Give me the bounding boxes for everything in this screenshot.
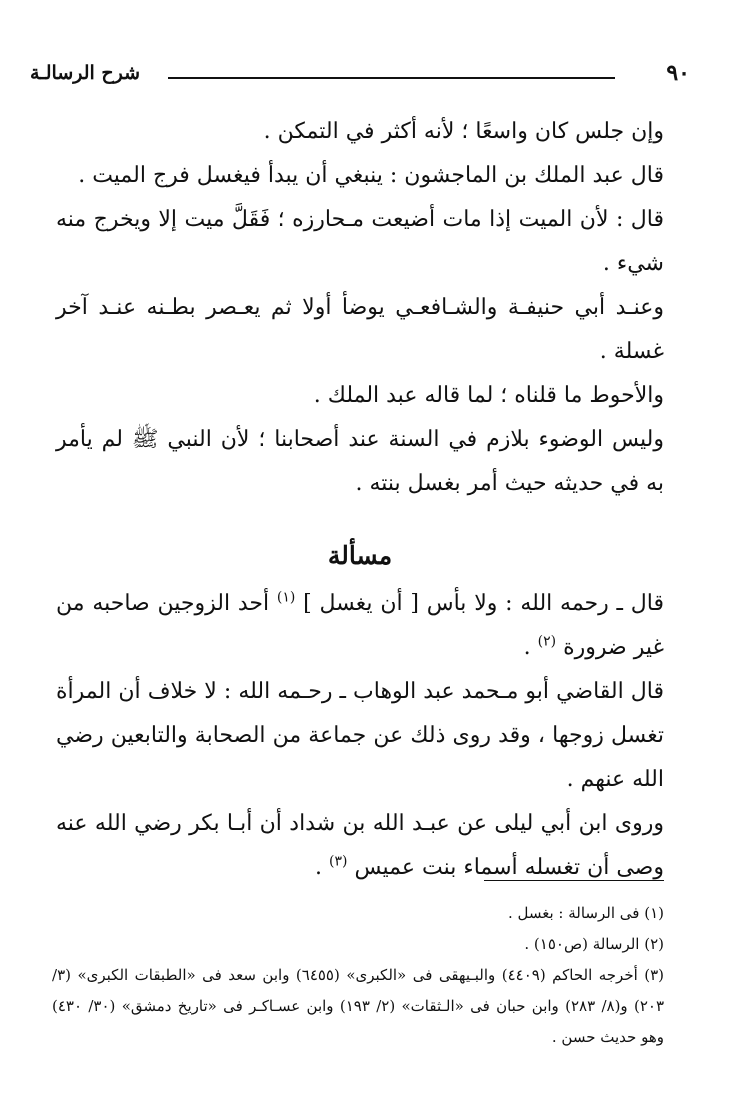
paragraph: وإن جلس كان واسعًا ؛ لأنه أكثر في التمكن . [263,119,664,144]
footnote: (١) فى الرسالة : بغسل . [507,904,664,922]
running-title: شرح الرسالـة [30,62,141,84]
paragraph [56,802,664,890]
paragraph-text: . [523,635,538,660]
paragraph-text: أحد الزوجين صاحبه من غير ضرورة [56,591,664,660]
paragraph: قال : لأن الميت إذا مات أضيعت مـحارزه ؛ فَقَلَّ ميت إلا ويخرج منه شيء . [56,207,664,276]
footnote: (٢) الرسالة (ص١٥٠) . [524,935,664,953]
page-number: ٩٠ [666,60,690,86]
paragraph-text: . [315,855,329,880]
body-text [56,110,664,890]
paragraph: وعنـد أبي حنيفـة والشـافعـي يوضأ أولا ثم يعـصر بطـنه عنـد آخر غسلة . [56,295,664,364]
paragraph: قال القاضي أبو مـحمد عبد الوهاب ـ رحـمه الله : لا خلاف أن المرأة تغسل زوجها ، وقد روى ذلك عن جماعة من الصحابة والتابعين رضي الله عنهم . [56,679,664,792]
footnote-ref: (١) [276,589,296,606]
footnote-ref: (٢) [537,633,557,650]
paragraph: قال عبد الملك بن الماجشون : ينبغي أن يبدأ فيغسل فرج الميت . [78,163,664,188]
header-rule [168,77,615,79]
footnote-rule [484,880,664,881]
section-heading: مسألة [327,541,393,570]
paragraph-text: قال ـ رحمه الله : ولا بأس [ أن يغسل ] [295,591,664,616]
footnote: (٣) أخرجه الحاكم (٤٤٠٩) والبـيهقى فى «الكبرى» (٦٤٥٥) وابن سعد فى «الطبقات الكبرى» (٣/ ٢٠٣) و(٨/ ٢٨٣) وابن حبان فى «الـثقات» (٢/ ١٩٣) وابن عسـاكـر فى «تاريخ دمشق» (٣٠/ ٤٣٠) وهو حديث حسن . [52,966,665,1046]
page-header [30,60,690,90]
paragraph: والأحوط ما قلناه ؛ لما قاله عبد الملك . [313,383,664,408]
footnotes [52,898,664,1053]
paragraph-text: وروى ابن أبي ليلى عن عبـد الله بن شداد أن أبـا بكر رضي الله عنه وصى أن تغسله أسماء بنت عميس [56,811,664,880]
paragraph: وليس الوضوء بلازم في السنة عند أصحابنا ؛ لأن النبي ﷺ لم يأمر به في حديثه حيث أمر بغسل بنته . [56,427,664,496]
paragraph [56,582,664,670]
footnote-ref: (٣) [329,853,348,870]
